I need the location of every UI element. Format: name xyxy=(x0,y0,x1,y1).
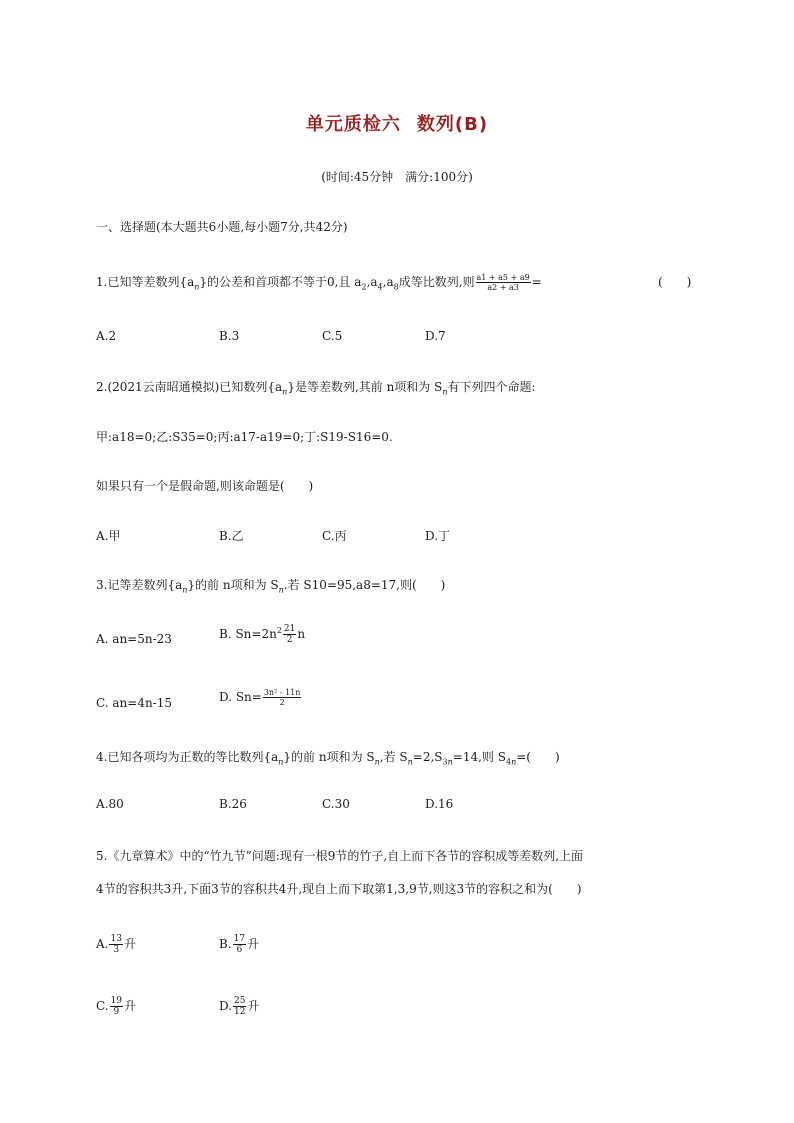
q5-option-c[interactable]: C. $\frac{19}{9}$ 升 xyxy=(96,996,137,1017)
q1-option-b[interactable]: B.3 xyxy=(219,329,240,343)
q3-option-b[interactable]: B. $Sn=2n^2$ $\frac{21}{2}$ n xyxy=(219,624,306,645)
question-2: 2.(2021云南昭通模拟)已知数列$\{a_n\}$是等差数列,其前 n项和为 $S_n$有下列四个命题: xyxy=(96,380,536,397)
title-main: 单元质检六 xyxy=(305,114,401,135)
q4-option-b[interactable]: B.26 xyxy=(219,797,247,811)
q4-option-a[interactable]: A.80 xyxy=(96,797,124,811)
q1-option-a[interactable]: A.2 xyxy=(96,329,117,343)
question-5-line-2: 4节的容积共3升,下面3节的容积共4升,现自上而下取第1,3,9节,则这3节的容积之和为( ) xyxy=(96,882,582,896)
q1-fraction: $\frac{a1 + a5 + a9}{a2 + a3}$ xyxy=(476,273,530,292)
q2-propositions: 甲:a18=0;乙:S35=0;丙:a17-a19=0;丁:S19-S16=0. xyxy=(96,430,393,444)
q3-option-c[interactable]: C. an=4n-15 xyxy=(96,696,173,710)
q1-answer-blank: ( ) xyxy=(658,275,692,289)
q5-option-b[interactable]: B. $\frac{17}{6}$ 升 xyxy=(219,934,260,955)
q4-option-c[interactable]: C.30 xyxy=(322,797,350,811)
q3-option-d[interactable]: D. Sn= $\frac{\text{3n² - 11n}}{2}$ xyxy=(219,688,301,707)
exam-meta: (时间:45分钟 满分:100分) xyxy=(321,170,473,184)
question-4: 4.已知各项均为正数的等比数列$\{a_n\}$的前 n项和为 $S_n$,若 $S_n=2,S_{3n}=14$,则 $S_{4n}=$( ) xyxy=(96,750,560,767)
title-sub: 数列(B) xyxy=(416,114,489,135)
q2-option-a[interactable]: A.甲 xyxy=(96,529,121,543)
q5-option-a[interactable]: A. $\frac{13}{3}$ 升 xyxy=(96,934,136,955)
question-3: 3.记等差数列$\{a_n\}$的前 n项和为 $S_n$.若 S10=95,a8=17,则( ) xyxy=(96,578,446,595)
question-1: 1.已知等差数列$\{a_n\}$的公差和首项都不等于0,且 $a_2,a_4,a_8$成等比数列,则 $\frac{a1 + a5 + a9}{a2 + a3}$ = xyxy=(96,273,542,292)
q5-option-d[interactable]: D. $\frac{25}{12}$ 升 xyxy=(219,996,260,1017)
q2-option-b[interactable]: B.乙 xyxy=(219,529,244,543)
q4-option-d[interactable]: D.16 xyxy=(425,797,454,811)
q1-option-c[interactable]: C.5 xyxy=(322,329,343,343)
q2-option-c[interactable]: C.丙 xyxy=(322,529,347,543)
question-5-line-1: 5.《九章算术》中的“竹九节”问题:现有一根9节的竹子,自上而下各节的容积成等差数列,上面 xyxy=(96,849,584,863)
q1-option-d[interactable]: D.7 xyxy=(425,329,446,343)
q2-option-d[interactable]: D.丁 xyxy=(425,529,451,543)
q2-prompt: 如果只有一个是假命题,则该命题是( ) xyxy=(96,479,314,493)
page-title xyxy=(0,110,794,136)
section-heading: 一、选择题(本大题共6小题,每小题7分,共42分) xyxy=(96,220,348,234)
q3-option-a[interactable]: A. an=5n-23 xyxy=(96,632,172,646)
